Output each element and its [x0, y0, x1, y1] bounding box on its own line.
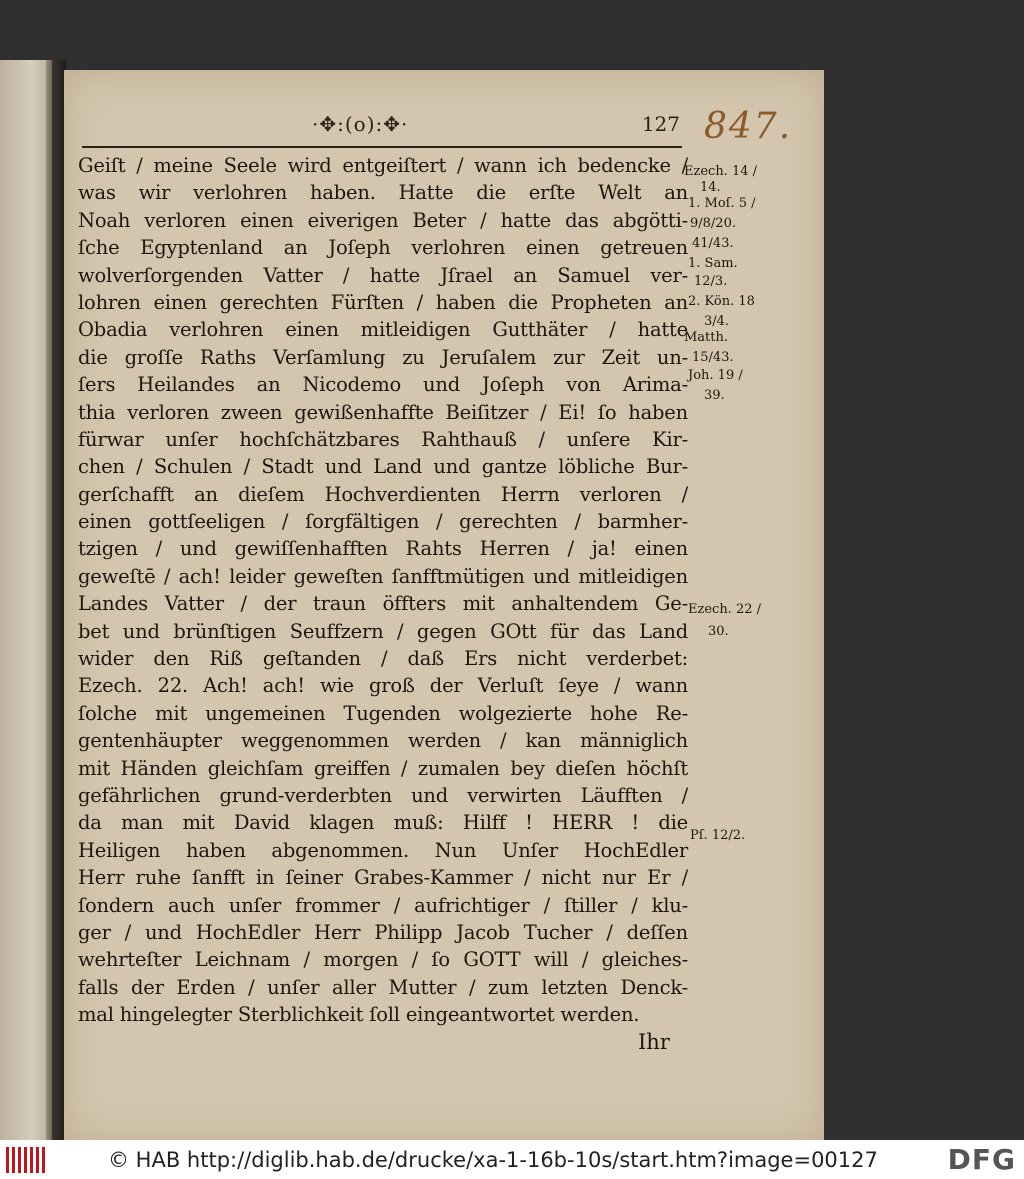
footer-copyright-link[interactable]: © HAB http://diglib.hab.de/drucke/xa-1-16b-10s/start.htm?image=00127 [108, 1148, 878, 1172]
text-line: geweſtē / ach! leider geweſten ſanfftmütigen und mitleidigen [78, 564, 688, 588]
text-line: mal hingelegter Sterblichkeit ſoll eingeantwortet werden. [78, 1003, 640, 1027]
margin-note: Ezech. 22 / [688, 602, 762, 617]
text-line: ſers Heilandes an Nicodemo und Joſeph von Arima- [78, 373, 688, 397]
text-line: wolverſorgenden Vatter / hatte Jſrael an Samuel ver- [78, 263, 688, 287]
text-line: Noah verloren einen eiverigen Beter / hatte das abgötti- [78, 208, 688, 232]
text-line: Geiſt / meine Seele wird entgeiſtert / wann ich bedencke / [78, 154, 688, 177]
margin-note: 41/43. [692, 236, 734, 251]
text-line: Landes Vatter / der traun öffters mit anhaltendem Ge- [78, 592, 688, 616]
text-line: wider den Riß geſtanden / daß Ers nicht verderbet: [78, 647, 688, 671]
footer-bar [0, 1140, 1024, 1179]
text-line: gentenhäupter weggenommen werden / kan männiglich [78, 729, 688, 753]
catchword: Ihr [638, 1030, 670, 1054]
text-line: Heiligen haben abgenommen. Nun Unſer HochEdler [78, 838, 688, 862]
book-page [64, 70, 824, 1142]
margin-note: 2. Kön. 18 [688, 294, 755, 309]
text-line: was wir verlohren haben. Hatte die erſte Welt an [78, 181, 688, 205]
text-line: tzigen / und gewiſſenhafften Rahts Herren / ja! einen [78, 537, 688, 561]
body-text [78, 152, 688, 1029]
margin-note: 9/8/20. [690, 216, 736, 231]
text-line: ger / und HochEdler Herr Philipp Jacob Tucher / deſſen [78, 920, 688, 944]
text-line: gefährlichen grund-verderbten und verwirten Läufften / [78, 783, 688, 807]
text-line: gerſchafft an dieſem Hochverdienten Herrn verloren / [78, 482, 688, 506]
margin-note: Ezech. 14 / [684, 164, 758, 179]
margin-note: 30. [708, 624, 729, 639]
page-number: 127 [641, 112, 680, 136]
text-line: die groſſe Raths Verſamlung zu Jeruſalem zur Zeit un- [78, 345, 688, 369]
library-logo-icon [6, 1147, 48, 1173]
text-line: falls der Erden / unſer aller Mutter / zum letzten Denck- [78, 975, 688, 999]
margin-note: Joh. 19 / [688, 368, 743, 383]
text-line: ſche Egyptenland an Joſeph verlohren einen getreuen [78, 236, 688, 260]
text-line: Herr ruhe ſanfft in ſeiner Grabes-Kammer / nicht nur Er / [78, 866, 688, 890]
margin-note: Pſ. 12/2. [690, 828, 746, 843]
dfg-logo: DFG [947, 1143, 1016, 1176]
text-line: einen gottſeeligen / ſorgfältigen / gerechten / barmher- [78, 510, 688, 534]
text-line: Obadia verlohren einen mitleidigen Gutthäter / hatte [78, 318, 688, 342]
text-line: Ezech. 22. Ach! ach! wie groß der Verluſt ſeye / wann [78, 674, 688, 698]
header-rule [82, 146, 682, 148]
text-line: da man mit David klagen muß: Hilff ! HERR ! die [78, 811, 688, 835]
text-line: bet und brünſtigen Seuffzern / gegen GOtt für das Land [78, 619, 688, 643]
margin-note: 14. [700, 180, 721, 195]
margin-note: 15/43. [692, 350, 734, 365]
margin-note: 3/4. [704, 314, 730, 329]
margin-note: 12/3. [694, 274, 728, 289]
text-line: fürwar unſer hochſchätzbares Rahthauß / unſere Kir- [78, 427, 688, 451]
margin-note: 39. [704, 388, 725, 403]
facing-page-edge [0, 60, 52, 1145]
text-line: lohren einen gerechten Fürſten / haben die Propheten an [78, 290, 688, 314]
margin-note: 1. Moſ. 5 / [688, 196, 756, 211]
text-line: thia verloren zween gewißenhaffte Beiſitzer / Ei! ſo haben [78, 400, 688, 424]
text-line: mit Händen gleichſam greiffen / zumalen bey dieſen höchſt [78, 756, 688, 780]
header-ornament: ·✥:(o):✥· [312, 112, 409, 136]
handwritten-folio-number: 847. [704, 106, 793, 147]
text-line: ſolche mit ungemeinen Tugenden wolgezierte hohe Re- [78, 701, 688, 725]
page-header [82, 112, 680, 142]
text-line: chen / Schulen / Stadt und Land und gantze löbliche Bur- [78, 455, 688, 479]
margin-note: 1. Sam. [688, 256, 738, 271]
text-line: wehrteſter Leichnam / morgen / ſo GOTT will / gleiches- [78, 948, 688, 972]
margin-note: Matth. [684, 330, 729, 345]
text-line: ſondern auch unſer frommer / aufrichtiger / ſtiller / klu- [78, 893, 688, 917]
